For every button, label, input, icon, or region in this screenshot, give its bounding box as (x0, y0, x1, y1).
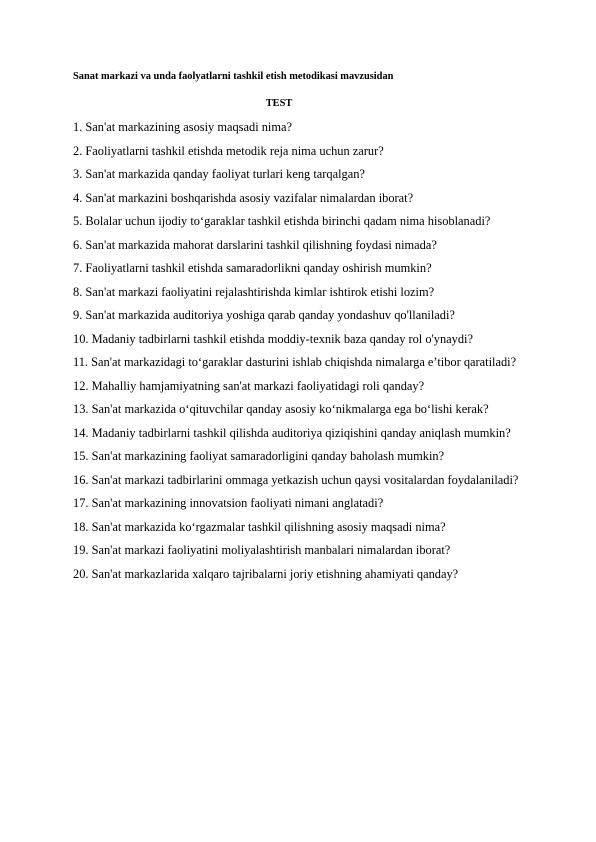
question-item: 18. San'at markazida ko‘rgazmalar tashkil qilishning asosiy maqsadi nima? (73, 519, 446, 534)
question-item: 20. San'at markazlarida xalqaro tajribalarni joriy etishning ahamiyati qanday? (73, 566, 459, 581)
question-item: 11. San'at markazidagi to‘garaklar dasturini ishlab chiqishda nimalarga e’tibor qaratiladi? (73, 355, 517, 369)
question-item: 14. Madaniy tadbirlarni tashkil qilishda auditoriya qiziqishini qanday aniqlash mumkin? (73, 425, 511, 440)
question-item: 3. San'at markazida qanday faoliyat turlari keng tarqalgan? (73, 167, 365, 181)
document-title: Sanat markazi va unda faolyatlarni tashkil etish metodikasi mavzusidan (73, 71, 394, 82)
question-item: 15. San'at markazining faoliyat samaradorligini qanday baholash mumkin? (73, 449, 445, 463)
question-item: 13. San'at markazida o‘qituvchilar qanday asosiy ko‘nikmalarga ega bo‘lishi kerak? (73, 402, 489, 416)
document-subtitle: TEST (265, 98, 293, 109)
question-item: 19. San'at markazi faoliyatini moliyalashtirish manbalari nimalardan iborat? (73, 543, 451, 557)
question-item: 6. San'at markazida mahorat darslarini tashkil qilishning foydasi nimada? (73, 237, 437, 252)
question-list (73, 119, 523, 589)
question-item: 7. Faoliyatlarni tashkil etishda samaradorlikni qanday oshirish mumkin? (73, 261, 432, 275)
question-item: 9. San'at markazida auditoriya yoshiga qarab qanday yondashuv qo'llaniladi? (73, 308, 455, 322)
question-item: 8. San'at markazi faoliyatini rejalashtirishda kimlar ishtirok etishi lozim? (73, 284, 435, 299)
question-item: 5. Bolalar uchun ijodiy to‘garaklar tashkil etishda birinchi qadam nima hisoblanadi? (73, 214, 491, 228)
question-item: 17. San'at markazining innovatsion faoliyati nimani anglatadi? (73, 496, 384, 510)
question-item: 10. Madaniy tadbirlarni tashkil etishda moddiy-texnik baza qanday rol o'ynaydi? (73, 331, 474, 346)
question-item: 2. Faoliyatlarni tashkil etishda metodik reja nima uchun zarur? (73, 143, 384, 158)
question-item: 4. San'at markazini boshqarishda asosiy vazifalar nimalardan iborat? (73, 190, 414, 205)
question-item: 16. San'at markazi tadbirlarini ommaga yetkazish uchun qaysi vositalardan foydalaniladi? (73, 472, 519, 487)
question-item: 1. San'at markazining asosiy maqsadi nima? (73, 120, 293, 134)
question-item: 12. Mahalliy hamjamiyatning san'at markazi faoliyatidagi roli qanday? (73, 378, 425, 393)
